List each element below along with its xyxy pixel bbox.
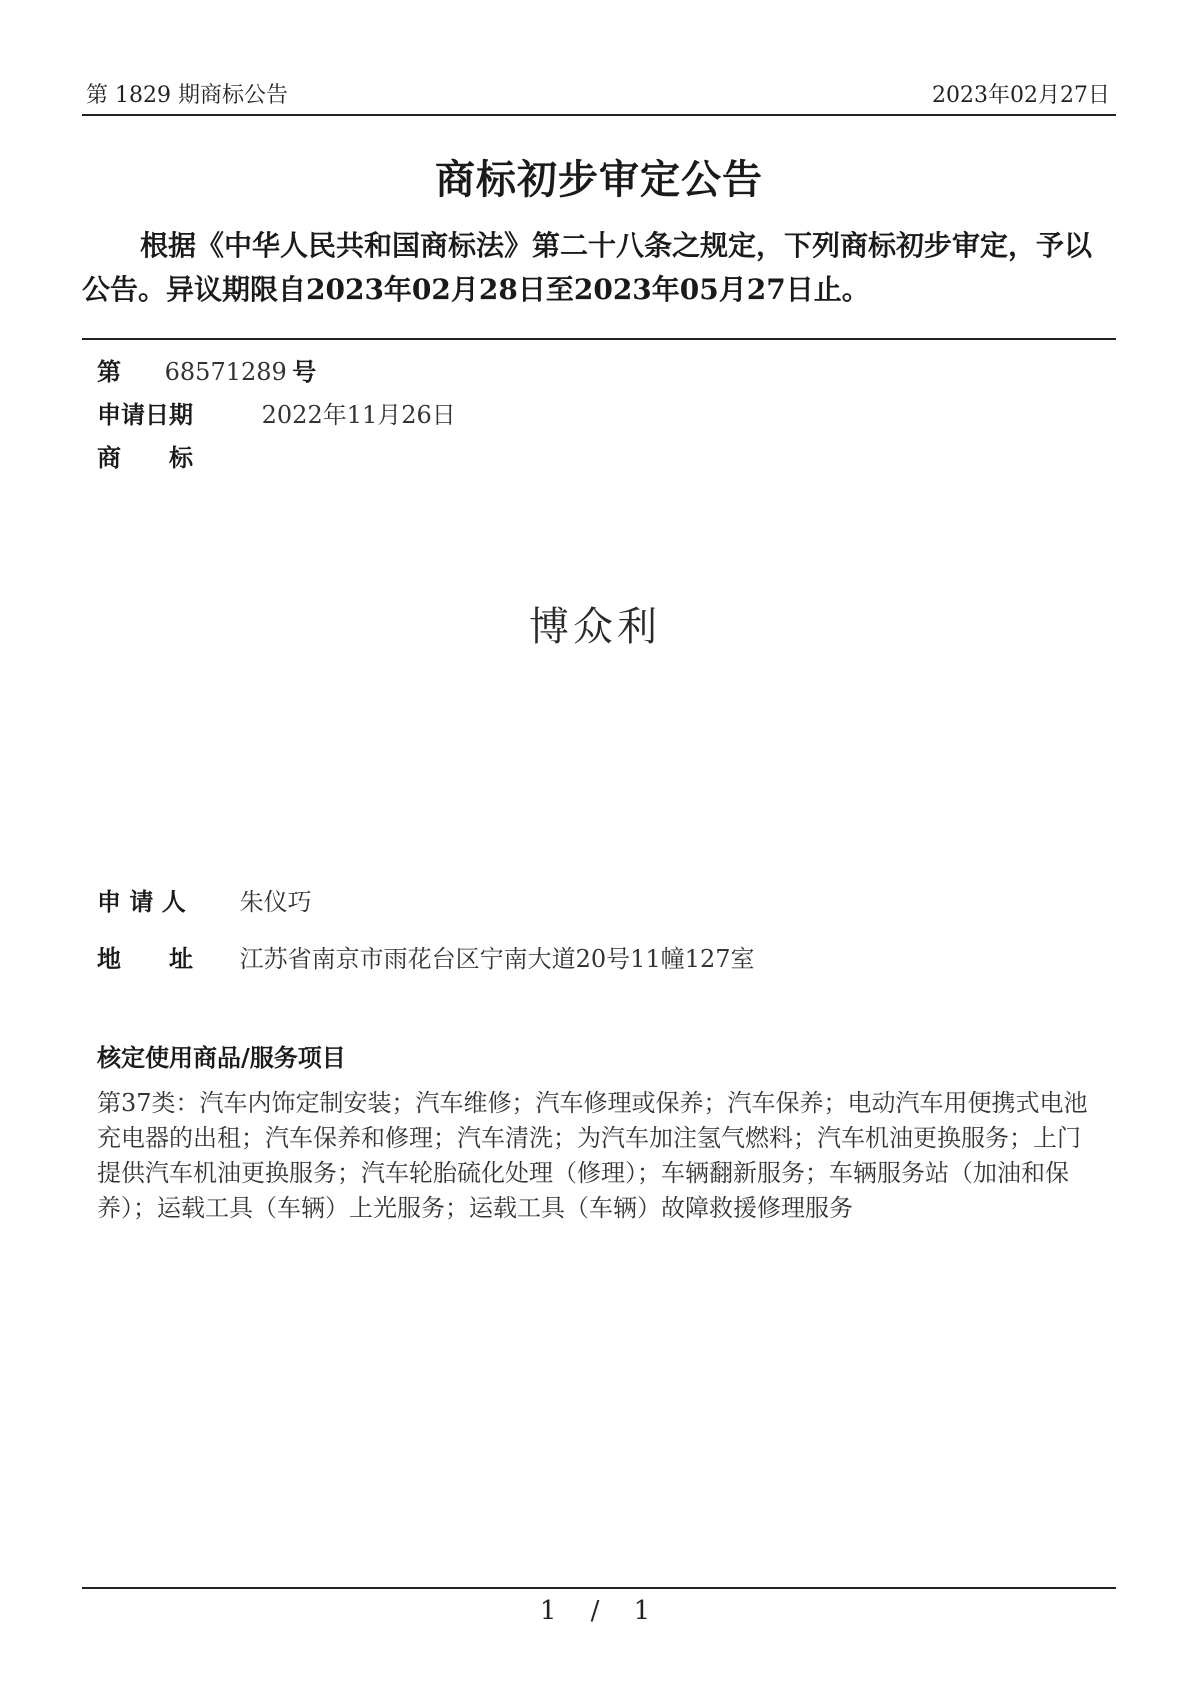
address-label: 地 址 [97, 944, 193, 973]
trademark-text: 博众利 [529, 604, 661, 650]
registration-number: 68571289 [164, 358, 287, 386]
applicant-address: 江苏省南京市雨花台区宁南大道20号11幢127室 [239, 945, 755, 973]
announcement-intro: 根据《中华人民共和国商标法》第二十八条之规定，下列商标初步审定，予以公告。异议期限自2023年02月28日至2023年05月27日止。 [82, 229, 1093, 306]
application-date: 2022年11月26日 [261, 401, 456, 429]
goods-services-list: 第37类：汽车内饰定制安装；汽车维修；汽车修理或保养；汽车保养；电动汽车用便携式电池充电器的出租；汽车保养和修理；汽车清洗；为汽车加注氢气燃料；汽车机油更换服务；上门提供汽车机油更换服务；汽车轮胎硫化处理（修理）；车辆翻新服务；车辆服务站（加油和保养）；运载工具（车辆）上光服务；运载工具（车辆）故障救援修理服务 [97, 1089, 1088, 1222]
address-row [97, 939, 755, 974]
registration-number-row [97, 352, 316, 387]
issue-number: 第 1829 期商标公告 [86, 83, 288, 108]
registration-number-suffix: 号 [292, 357, 317, 386]
page-title: 商标初步审定公告 [435, 156, 763, 203]
applicant-label: 申 请 人 [97, 887, 186, 916]
mark-label-row [97, 438, 193, 473]
mark-label: 商 标 [97, 443, 193, 472]
application-date-row [97, 395, 456, 430]
page-number: 1 / 1 [539, 1596, 651, 1626]
applicant-name: 朱仪巧 [239, 888, 312, 916]
applicant-row [97, 882, 312, 917]
section-divider [82, 338, 1116, 340]
footer-divider [82, 1587, 1116, 1589]
header-divider [82, 114, 1116, 116]
publication-date: 2023年02月27日 [932, 83, 1110, 108]
goods-services-heading: 核定使用商品/服务项目 [97, 1043, 346, 1072]
registration-number-prefix: 第 [97, 357, 121, 386]
application-date-label: 申请日期 [97, 400, 193, 429]
